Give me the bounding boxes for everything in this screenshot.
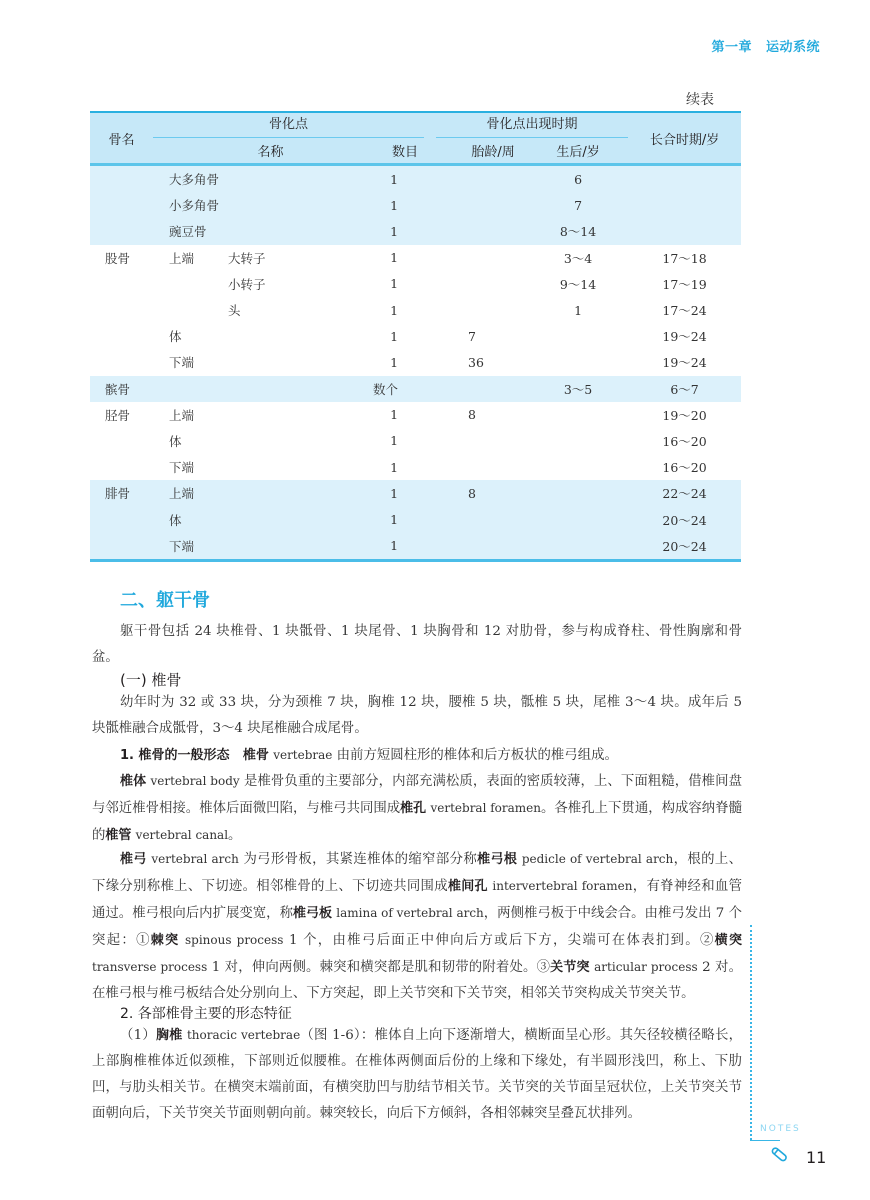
term-pedicle: 椎弓根 [477, 852, 518, 867]
table-row [90, 480, 741, 506]
table-row [90, 165, 741, 193]
cell-count: 1 [390, 354, 399, 370]
notes-base-line [750, 1140, 780, 1141]
header-fetal-age: 胎龄/周 [428, 138, 528, 165]
cell-fetal-age [428, 192, 528, 218]
cell-fusion [628, 218, 741, 244]
cell-fusion: 17～19 [662, 276, 707, 292]
cell-fusion: 17～24 [662, 303, 707, 319]
cell-fusion [628, 192, 741, 218]
cell-fetal-age: 8 [468, 407, 476, 423]
term-vertebral-canal: 椎管 [105, 828, 132, 843]
cell-fetal-age [428, 271, 528, 297]
cell-postnatal: 8～14 [528, 218, 628, 244]
header-ossification-center: 骨化点 [153, 112, 428, 138]
term-vertebral-foramen: 椎孔 [400, 801, 427, 816]
notes-label: NOTES [760, 1124, 801, 1134]
cell-subpart [228, 454, 358, 480]
table-row [90, 297, 741, 323]
cell-fusion: 16～20 [662, 460, 707, 476]
table-row [90, 218, 741, 244]
cell-postnatal: 6 [528, 165, 628, 193]
cell-part: 下端 [169, 355, 195, 371]
cell-fetal-age [428, 533, 528, 561]
cell-fetal-age: 8 [428, 480, 528, 506]
cell-count: 1 [358, 533, 428, 561]
cell-subpart [228, 349, 358, 375]
cell-bone-name: 胫骨 [105, 407, 131, 423]
term-lamina: 椎弓板 [292, 906, 332, 921]
term-vertebral-body: 椎体 [120, 774, 147, 789]
cell-count: 1 [390, 276, 399, 292]
header-count: 数目 [358, 138, 428, 165]
cell-count: 1 [358, 192, 428, 218]
cell-fusion: 20～24 [628, 533, 741, 561]
table-continued-label: 续表 [686, 92, 714, 108]
cell-fusion: 6～7 [628, 376, 741, 402]
cell-subpart [228, 376, 358, 402]
vertebral-arch-paragraph: 椎弓 vertebral arch 为弓形骨板，其紧连椎体的缩窄部分称椎弓根 pedicle of vertebral arch，根的上、下缘分别称椎上、下切迹。相邻椎骨的上、下切迹共同围成椎间孔 intervertebral foramen，有脊神经和血管通过。椎弓根向后内扩展变宽，称椎弓板 lamina of vertebral arch，两侧椎弓板于中线会合。由椎弓发出 7 个突起：①棘突 spinous process 1 个，由椎弓后面正中伸向后方或后下方，尖端可在体表扪到。②横突 transverse process 1 对，伸向两侧。棘突和横突都是肌和韧带的附着处。③关节突 articular process 2 对。在椎弓根与椎弓板结合处分别向上、下方突起，即上关节突和下关节突，相邻关节突构成关节突关节。 [92, 852, 742, 1001]
cell-postnatal: 3～4 [563, 250, 593, 266]
cell-count: 1 [390, 250, 399, 266]
cell-bone-name [90, 428, 153, 454]
cell-postnatal [528, 402, 628, 428]
general-form-heading: 1. 椎骨的一般形态 [120, 748, 230, 763]
cell-bone-name [90, 271, 153, 297]
table-row [90, 533, 741, 561]
cell-bone-name: 腓骨 [90, 480, 153, 506]
table-row [90, 323, 741, 349]
table-row [90, 428, 741, 454]
term-vertebral-arch: 椎弓 [120, 852, 147, 867]
term-transverse-process: 横突 [714, 933, 742, 948]
cell-bone-name [90, 218, 153, 244]
cell-fusion: 22～24 [628, 480, 741, 506]
cell-count: 1 [358, 480, 428, 506]
term-spinous-process: 棘突 [150, 933, 180, 948]
cell-count: 1 [358, 506, 428, 532]
cell-bone-name [90, 192, 153, 218]
chapter-number: 第一章 [711, 40, 752, 55]
cell-bone-name [90, 506, 153, 532]
cell-fusion: 19～20 [662, 407, 707, 423]
cell-bone-name [90, 533, 153, 561]
table-row [90, 454, 741, 480]
section-title: 二、躯干骨 [120, 590, 210, 611]
cell-bone-name [90, 323, 153, 349]
table-row [90, 245, 741, 271]
cell-postnatal: 9～14 [559, 276, 597, 292]
cell-fusion: 19～24 [662, 355, 707, 371]
cell-part [153, 297, 228, 323]
cell-part: 大多角骨 [153, 165, 228, 193]
cell-subpart [228, 192, 358, 218]
cell-subpart: 大转子 [228, 250, 266, 266]
cell-part [153, 376, 228, 402]
chapter-title: 运动系统 [765, 40, 820, 55]
cell-bone-name: 髌骨 [90, 376, 153, 402]
term-articular-process: 关节突 [550, 960, 590, 975]
table-row [90, 349, 741, 375]
term-intervertebral-foramen: 椎间孔 [447, 879, 488, 894]
cell-part: 下端 [153, 533, 228, 561]
cell-count: 1 [390, 433, 399, 449]
header-fusion: 长合时期/岁 [628, 112, 741, 165]
cell-subpart [228, 402, 358, 428]
header-postnatal: 生后/岁 [528, 138, 628, 165]
cell-subpart [228, 506, 358, 532]
cell-count: 1 [390, 302, 399, 318]
cell-count: 1 [358, 218, 428, 244]
cell-postnatal [528, 428, 628, 454]
header-bone-name: 骨名 [90, 112, 153, 165]
thoracic-vertebrae-paragraph: （1）胸椎 thoracic vertebrae（图 1-6）：椎体自上向下逐渐增大，横断面呈心形。其矢径较横径略长，上部胸椎椎体近似颈椎，下部则近似腰椎。在椎体两侧面后份的上缘和下缘处，有半圆形浅凹，称上、下肋凹，与肋头相关节。在横突末端前面，有横突肋凹与肋结节相关节。关节突的关节面呈冠状位，上关节突关节面朝向后，下关节突关节面则朝向前。棘突较长，向后下方倾斜，各相邻棘突呈叠瓦状排列。 [92, 1028, 742, 1121]
cell-fusion: 20～24 [628, 506, 741, 532]
vertebral-body-paragraph: 椎体 vertebral body 是椎骨负重的主要部分，内部充满松质，表面的密质较薄，上、下面粗糙，借椎间盘与邻近椎骨相接。椎体后面微凹陷，与椎弓共同围成椎孔 vertebral foramen。各椎孔上下贯通，构成容纳脊髓的椎管 vertebral canal。 [92, 774, 742, 843]
cell-fusion: 19～24 [662, 329, 707, 345]
cell-postnatal: 3～5 [528, 376, 628, 402]
cell-postnatal: 1 [574, 302, 583, 318]
cell-fusion [628, 165, 741, 193]
header-row-1 [90, 112, 741, 138]
cell-subpart: 头 [228, 303, 241, 319]
notes-margin-line [750, 925, 752, 1140]
cell-subpart [228, 480, 358, 506]
cell-bone-name [90, 349, 153, 375]
cell-subpart [228, 533, 358, 561]
cell-subpart [228, 165, 358, 193]
term-vertebrae: 椎骨 [242, 748, 269, 763]
cell-part: 上端 [169, 407, 195, 423]
cell-fusion: 16～20 [662, 433, 707, 449]
cell-count: 数个 [358, 376, 428, 402]
cell-subpart [228, 218, 358, 244]
table-row [90, 402, 741, 428]
cell-fetal-age [428, 428, 528, 454]
features-heading: 2. 各部椎骨主要的形态特征 [120, 1006, 292, 1022]
cell-postnatal [528, 454, 628, 480]
cell-postnatal [528, 323, 628, 349]
vertebrae-count-paragraph: 幼年时为 32 或 33 块，分为颈椎 7 块，胸椎 12 块，腰椎 5 块，骶椎 5 块，尾椎 3～4 块。成年后 5 块骶椎融合成骶骨，3～4 块尾椎融合成尾骨。 [92, 695, 742, 736]
cell-count: 1 [390, 407, 399, 423]
cell-fetal-age [428, 376, 528, 402]
general-form-paragraph: 1. 椎骨的一般形态 椎骨 vertebrae 由前方短圆柱形的椎体和后方板状的椎弓组成。 [120, 748, 618, 763]
cell-part [153, 271, 228, 297]
cell-postnatal [528, 506, 628, 532]
cell-part: 体 [169, 329, 182, 345]
table-row [90, 271, 741, 297]
cell-subpart [228, 428, 358, 454]
cell-postnatal: 7 [528, 192, 628, 218]
page-number: 11 [806, 1148, 827, 1167]
table-row [90, 376, 741, 402]
subsection-heading-vertebrae: (一) 椎骨 [120, 671, 182, 689]
cell-part: 下端 [169, 460, 195, 476]
cell-subpart: 小转子 [228, 276, 266, 292]
cell-fetal-age [428, 297, 528, 323]
cell-fetal-age: 36 [468, 354, 484, 370]
cell-part: 体 [153, 506, 228, 532]
table-row [90, 506, 741, 532]
cell-part: 豌豆骨 [153, 218, 228, 244]
table-row [90, 192, 741, 218]
cell-part: 小多角骨 [153, 192, 228, 218]
cell-count: 1 [358, 165, 428, 193]
cell-subpart [228, 323, 358, 349]
cell-fetal-age [428, 245, 528, 271]
cell-part: 体 [169, 433, 182, 449]
header-appearance-period: 骨化点出现时期 [428, 112, 628, 138]
cell-postnatal [528, 533, 628, 561]
cell-fetal-age [428, 454, 528, 480]
cell-fetal-age [428, 218, 528, 244]
pencil-icon [768, 1144, 792, 1166]
cell-bone-name: 股骨 [105, 250, 131, 266]
table-body [90, 165, 741, 561]
cell-count: 1 [390, 328, 399, 344]
cell-part: 上端 [153, 480, 228, 506]
cell-fusion: 17～18 [662, 250, 707, 266]
cell-fetal-age: 7 [468, 328, 476, 344]
cell-fetal-age [428, 506, 528, 532]
intro-paragraph: 躯干骨包括 24 块椎骨、1 块骶骨、1 块尾骨、1 块胸骨和 12 对肋骨，参与构成脊柱、骨性胸廓和骨盆。 [92, 624, 742, 665]
cell-postnatal [528, 349, 628, 375]
cell-count: 1 [390, 459, 399, 475]
cell-part: 上端 [169, 250, 195, 266]
header-name: 名称 [153, 138, 358, 165]
ossification-table [90, 111, 741, 562]
cell-bone-name [90, 165, 153, 193]
cell-fetal-age [428, 165, 528, 193]
term-thoracic-vertebrae: 胸椎 [156, 1028, 183, 1043]
running-head [697, 36, 820, 55]
cell-bone-name [90, 454, 153, 480]
cell-bone-name [90, 297, 153, 323]
cell-postnatal [528, 480, 628, 506]
